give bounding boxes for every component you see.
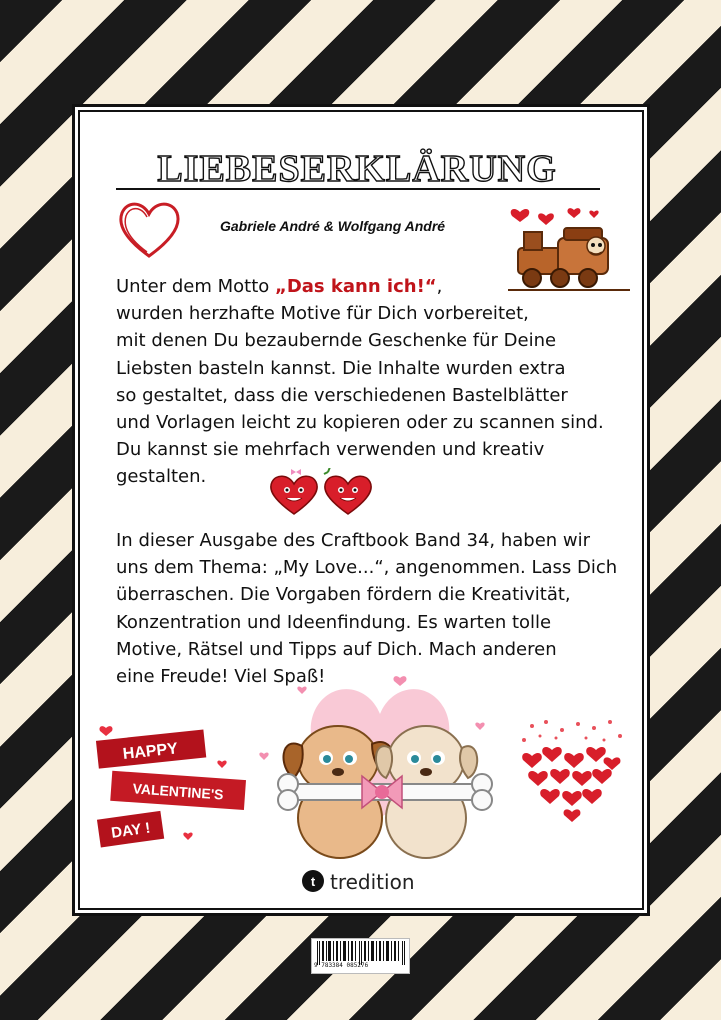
- puppies-illustration: [250, 668, 510, 868]
- text-segment: Unter dem Motto: [116, 276, 275, 297]
- text-line: [116, 273, 616, 300]
- text-line: Motive, Rätsel und Tipps auf Dich. Mach anderen: [116, 638, 557, 660]
- text-line: Liebsten basteln kannst. Die Inhalte wurden extra: [116, 357, 566, 379]
- page-title: [112, 148, 602, 186]
- sign-valentines-text: VALENTINE'S: [132, 780, 224, 803]
- text-line: Du kannst sie mehrfach verwenden und kreativ: [116, 439, 545, 461]
- tredition-logo-icon: t: [302, 870, 324, 892]
- barcode-number: 9 783384 085276: [314, 962, 369, 969]
- title-underline: [116, 188, 600, 190]
- motto: „Das kann ich!“: [275, 276, 437, 297]
- text-line: In dieser Ausgabe des Craftbook Band 34, haben wir: [116, 530, 591, 551]
- text-segment: ,: [436, 276, 443, 297]
- text-line: und Vorlagen leicht zu kopieren oder zu scannen sind.: [116, 412, 604, 434]
- text-line: wurden herzhafte Motive für Dich vorbereitet,: [116, 303, 529, 325]
- text-line: uns dem Thema: „My Love...“, angenommen. Lass Dich: [116, 557, 618, 579]
- text-line: überraschen. Die Vorgaben fördern die Kreativität,: [116, 584, 571, 606]
- sign-day-text: DAY !: [110, 819, 152, 842]
- heart-outline-icon: [114, 196, 184, 262]
- intro-paragraph: [116, 273, 616, 491]
- title-text: LIEBESERKLÄRUNG: [157, 148, 557, 186]
- text-line: so gestaltet, dass die verschiedenen Bastelblätter: [116, 384, 568, 406]
- sign-happy-text: HAPPY: [122, 740, 179, 764]
- authors: Gabriele André & Wolfgang André: [220, 218, 446, 234]
- text-line: gestalten.: [116, 466, 207, 488]
- heart-cluster-icon: [512, 716, 632, 826]
- smiling-hearts-icon: [266, 468, 376, 516]
- publisher-name: tredition: [330, 870, 415, 894]
- text-line: eine Freude! Viel Spaß!: [116, 666, 326, 688]
- valentines-sign-illustration: [92, 722, 252, 856]
- text-line: mit denen Du bezaubernde Geschenke für Deine: [116, 330, 557, 352]
- text-line: Konzentration und Ideenfindung. Es warten tolle: [116, 611, 552, 633]
- description-paragraph: [116, 527, 616, 690]
